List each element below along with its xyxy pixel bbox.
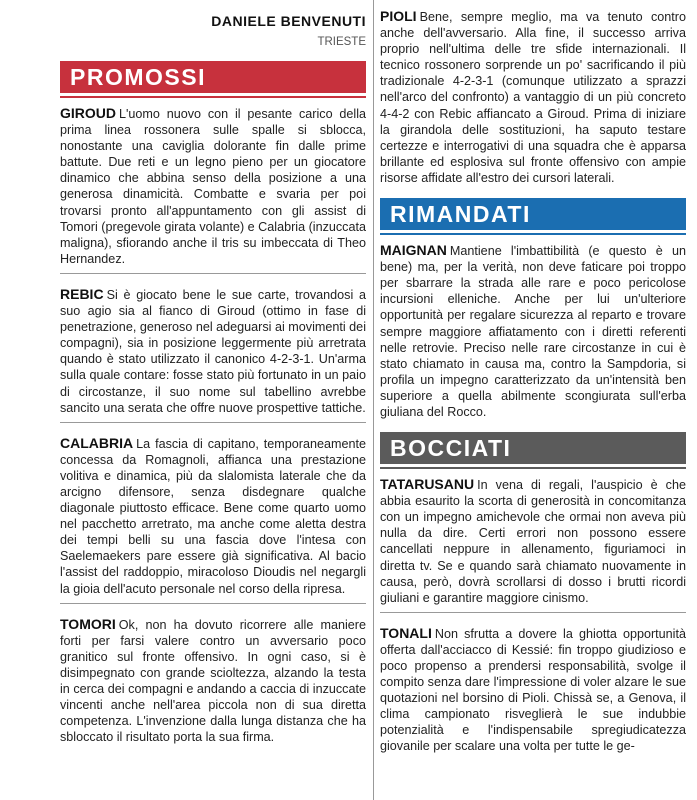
divider [60,422,366,423]
player-text: Si è giocato bene le sue carte, trovandosi a suo agio sia al fianco di Giroud (ottimo in fase di penetrazione, generoso nel adeguarsi ai movimenti dei compagni), sia in posizione leggermente più arretrata quando è stato utilizzato il canonico 4-2-3-1. Un'arma sulla quale contare: fosse stato più fortunato in un paio di circostanze, il suo nome sul tabellino avrebbe sancito una serata che offre nuove prospettive tattiche. [60,287,366,415]
player-entry-giroud [60,105,366,267]
player-entry-tatarusanu [380,476,686,606]
player-entry-tonali [380,625,686,755]
player-text: L'uomo nuovo con il pesante carico della prima linea rossonera sulle spalle si sblocca, nonostante una caviglia dolorante fin dalle prime battute. Due reti e un legno pieno per un giocatore dinamico che abbina senso della posizione a una generosa dinamicità. Combatte e svaria per poi trovarsi pronto all'appuntamento con gli assist di Tomori (pregevole girata volante) e Calabria (inzuccata maligna), sfiorando anche il tris su imbeccata di Theo Hernandez. [60,107,366,266]
player-entry-maignan [380,242,686,420]
left-column [60,0,366,745]
player-name: TOMORI [60,615,116,632]
author-byline: DANIELE BENVENUTI [211,13,366,29]
section-banner-rimandati: RIMANDATI [380,198,686,230]
divider [60,273,366,274]
dateline-city: TRIESTE [317,36,366,48]
divider [60,603,366,604]
player-text: Bene, sempre meglio, ma va tenuto contro anche dell'avversario. Alla fine, il successo arriva proprio nell'ultima delle tre sfide internazionali. Il tecnico rossonero sorprende un po' sacrificando il più tradizionale 4-2-3-1 (comunque utilizzato a sprazzi nell'arco del confronto) a vantaggio di un più concreto 4-4-2 con Rebic affiancato a Giroud. Prima di iniziare la girandola delle sostituzioni, ha saputo testare certezze e interrogativi di una squadra che è apparsa brillante ed esplosiva sul fronte offensivo con ampie risorse affidate all'estro dei cursori laterali. [380,10,686,185]
player-entry-pioli [380,8,686,186]
player-name: TONALI [380,624,432,641]
section-banner-bocciati: BOCCIATI [380,432,686,464]
player-text: La fascia di capitano, temporaneamente concessa da Romagnoli, affianca una prestazione volitiva e dinamica, più da slalomista laterale che da arcigno difensore, senza disdegnare qualche diagonale piuttosto efficace. Bene come quarto uomo nel pacchetto arretrato, ma anche come aletta destra dei tempi belli su una fascia dove l'intesa con Saelemaekers pare essere già significativa. Al bacio l'assist del raddoppio, miracoloso Dioudis nel negargli la gioia dell'acuto personale nel corso della ripresa. [60,436,366,596]
player-name: MAIGNAN [380,242,447,259]
player-entry-calabria [60,435,366,597]
divider [380,612,686,613]
player-name: PIOLI [380,8,417,24]
player-entry-tomori [60,616,366,746]
player-text: In vena di regali, l'auspicio è che abbia esaurito la scorta di generosità in concomitanza con un impegno amichevole che ormai non aveva più nulla da dire. Certi errori non possono essere cancellati neppure in allenamento, figuriamoci in diretta tv. Se e quando sarà chiamato nuovamente in causa, però, dovrà scrollarsi di dosso i brutti ricordi giuliani e garantire maggiore cinismo. [380,478,686,605]
player-entry-rebic [60,286,366,416]
player-text: Non sfrutta a dovere la ghiotta opportunità offerta dall'acciacco di Kessié: fin troppo giudizioso e poco propenso a prendersi responsabilità, svolge il compito senza dare l'impressione di voler alzare le sue quotazioni nel borsino di Pioli. Chissà se, a Genova, il clima campionato risveglierà le sue indubbie potenzialità e l'indispensabile spregiudicatezza giovanile per scalare una volta per tutte le ge- [380,626,686,754]
section-banner-promossi: PROMOSSI [60,61,366,93]
column-divider [373,0,374,800]
player-text: Ok, non ha dovuto ricorrere alle maniere forti per farsi valere contro un avversario poco granitico sul fronte offensivo. In ogni caso, si è disimpegnato con grande scioltezza, alzando la testa in cerca dei compagni e andando a caccia di inzuccate vincenti anche nell'area piccola non di sua diretta competenza. L'invenzione dalla lunga distanza che ha sbloccato il risultato porta la sua firma. [60,617,366,745]
player-name: CALABRIA [60,434,134,451]
player-name: TATARUSANU [380,476,475,493]
right-column [380,0,686,755]
player-name: REBIC [60,285,104,302]
player-name: GIROUD [60,105,116,121]
player-text: Mantiene l'imbattibilità (e questo è un bene) ma, per la verità, non deve faticare poi troppo per sbarrare la strada alle rare e poco pericolose incursioni elleniche. Anche per lui un'ulteriore opportunità per regalare sicurezza al reparto e trovare sempre maggiore affiatamento con i diretti referenti nelle retrovie. Preciso nelle rare circostanze in cui è stato chiamato in causa ma, contro la Sampdoria, si profila un impegno caratterizzato da un'intensità ben superiore a quella abilmente scongiurata sull'erba giuliana del Rocco. [380,244,686,419]
